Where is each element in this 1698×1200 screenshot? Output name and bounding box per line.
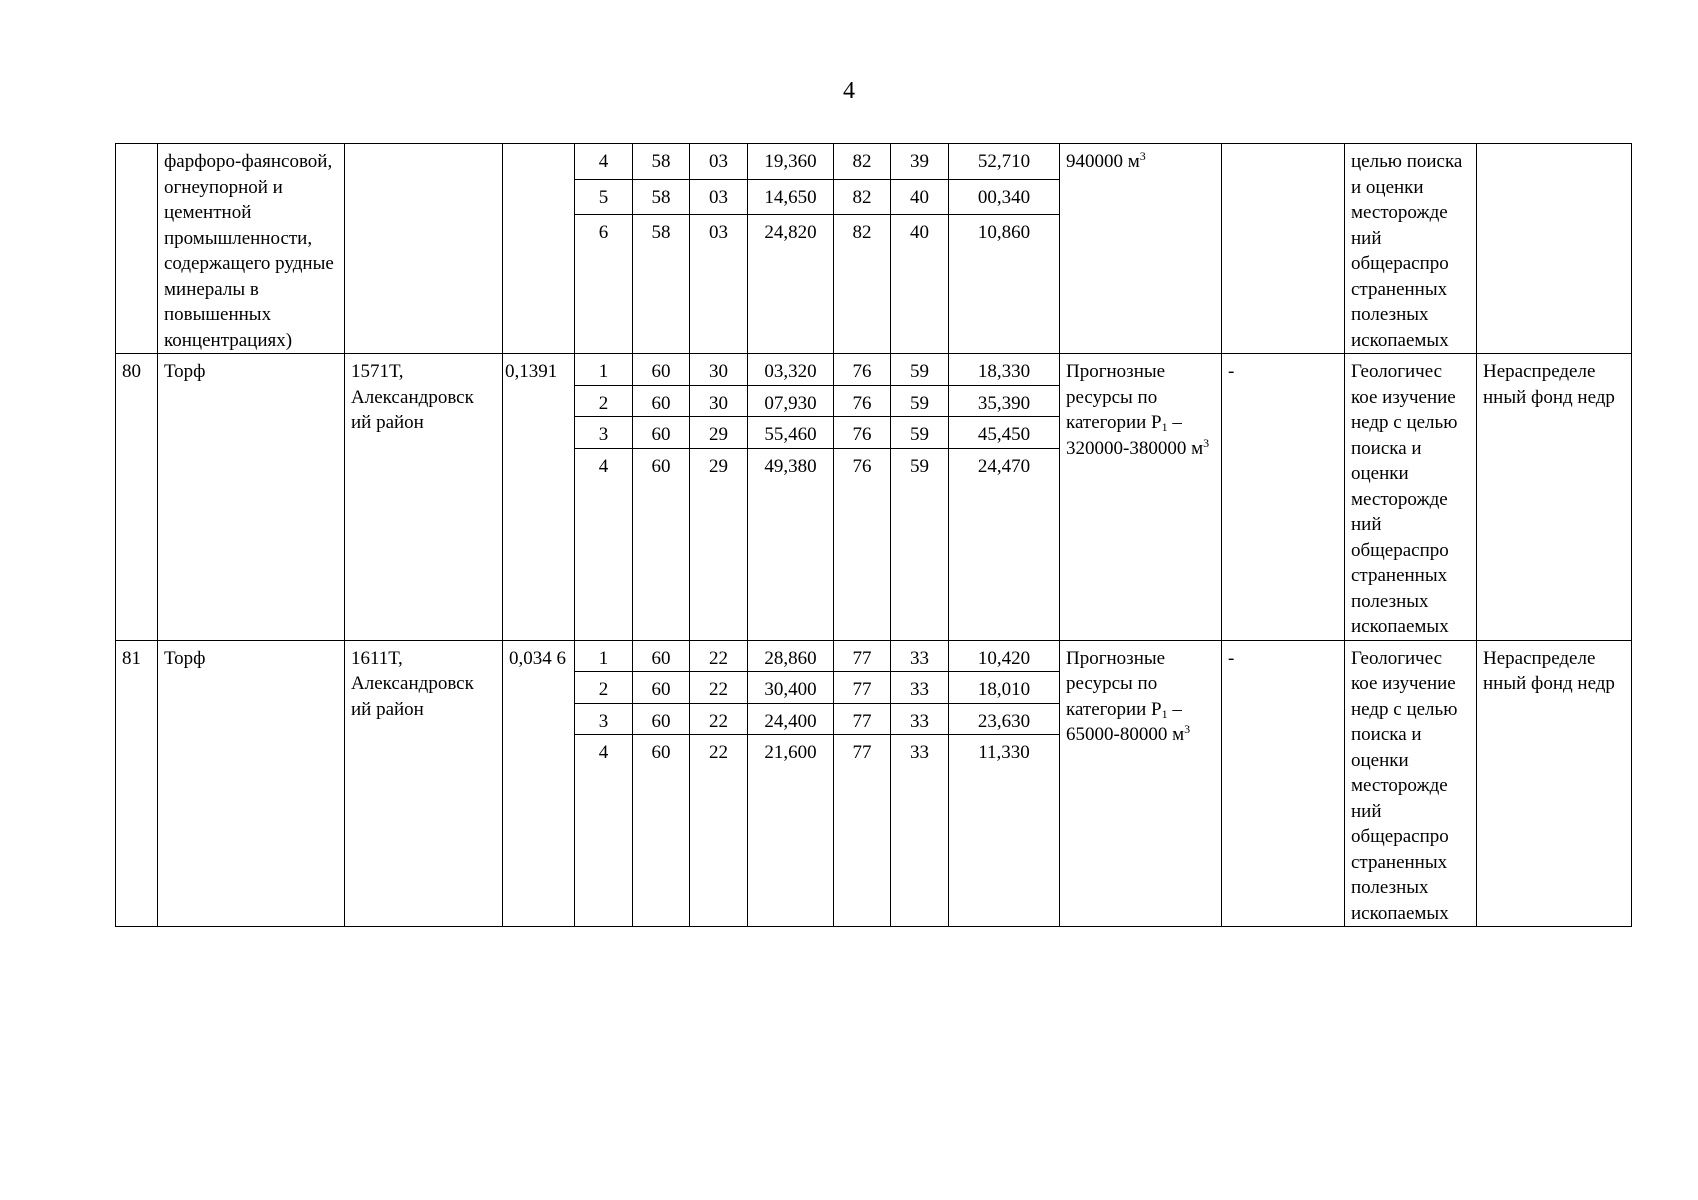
lon-minutes: 59 xyxy=(891,385,949,417)
area-value: 0,1391 xyxy=(503,354,575,641)
table-row xyxy=(116,640,1632,927)
lat-minutes: 03 xyxy=(690,179,748,215)
lon-degrees: 77 xyxy=(834,703,891,735)
lon-minutes: 40 xyxy=(891,179,949,215)
lat-minutes: 22 xyxy=(690,703,748,735)
lat-seconds: 14,650 xyxy=(748,179,834,215)
lon-degrees: 77 xyxy=(834,672,891,704)
row-number: 80 xyxy=(116,354,158,641)
lat-minutes: 22 xyxy=(690,735,748,927)
resources-text: Прогнозные ресурсы по категории Р xyxy=(1066,647,1166,720)
lat-seconds: 24,400 xyxy=(748,703,834,735)
purpose-cell: Геологичес кое изучение недр с целью поиска и оценки месторожде ний общераспро страненных полезных ископаемых xyxy=(1345,354,1477,641)
extra-cell: - xyxy=(1222,640,1345,927)
point-number: 4 xyxy=(575,448,633,640)
lon-minutes: 40 xyxy=(891,215,949,354)
lon-seconds: 24,470 xyxy=(949,448,1060,640)
lon-degrees: 82 xyxy=(834,179,891,215)
site-name xyxy=(345,144,503,354)
fund-cell: Нераспределе нный фонд недр xyxy=(1477,640,1632,927)
lon-degrees: 82 xyxy=(834,215,891,354)
purpose-cell: Геологичес кое изучение недр с целью поиска и оценки месторожде ний общераспро страненных полезных ископаемых xyxy=(1345,640,1477,927)
resources-tail: – 320000-380000 м xyxy=(1066,412,1204,459)
lon-minutes: 33 xyxy=(891,672,949,704)
lat-seconds: 28,860 xyxy=(748,640,834,672)
lat-seconds: 55,460 xyxy=(748,417,834,449)
lat-seconds: 49,380 xyxy=(748,448,834,640)
site-name: 1571Т, Александровск ий район xyxy=(345,354,503,641)
lat-minutes: 30 xyxy=(690,385,748,417)
lon-degrees: 76 xyxy=(834,417,891,449)
table-row xyxy=(116,354,1632,641)
mineral-name: фарфоро-фаянсовой, огнеупорной и цементной промышленности, содержащего рудные минералы в повышенных концентрациях) xyxy=(158,144,345,354)
resources-subscript: 1 xyxy=(1161,706,1168,721)
lat-seconds: 30,400 xyxy=(748,672,834,704)
lon-minutes: 33 xyxy=(891,703,949,735)
row-number xyxy=(116,144,158,354)
point-number: 5 xyxy=(575,179,633,215)
point-number: 2 xyxy=(575,385,633,417)
lat-degrees: 60 xyxy=(633,703,690,735)
lon-minutes: 59 xyxy=(891,354,949,386)
purpose-cell: целью поиска и оценки месторожде ний общераспро страненных полезных ископаемых xyxy=(1345,144,1477,354)
lat-minutes: 30 xyxy=(690,354,748,386)
lat-degrees: 58 xyxy=(633,215,690,354)
lat-seconds: 24,820 xyxy=(748,215,834,354)
resources-superscript: 3 xyxy=(1203,435,1210,450)
lon-seconds: 18,330 xyxy=(949,354,1060,386)
lon-degrees: 76 xyxy=(834,385,891,417)
resources-tail: – 65000-80000 м xyxy=(1066,698,1185,745)
lat-degrees: 60 xyxy=(633,417,690,449)
lat-seconds: 03,320 xyxy=(748,354,834,386)
lat-degrees: 60 xyxy=(633,672,690,704)
page-number: 4 xyxy=(843,78,855,104)
lat-degrees: 60 xyxy=(633,735,690,927)
lon-seconds: 23,630 xyxy=(949,703,1060,735)
lat-degrees: 60 xyxy=(633,448,690,640)
lon-degrees: 82 xyxy=(834,144,891,180)
lon-seconds: 18,010 xyxy=(949,672,1060,704)
lon-minutes: 59 xyxy=(891,417,949,449)
lat-degrees: 60 xyxy=(633,354,690,386)
point-number: 2 xyxy=(575,672,633,704)
lon-minutes: 39 xyxy=(891,144,949,180)
lat-minutes: 22 xyxy=(690,672,748,704)
lon-degrees: 76 xyxy=(834,354,891,386)
lat-seconds: 19,360 xyxy=(748,144,834,180)
lon-seconds: 52,710 xyxy=(949,144,1060,180)
table-row xyxy=(116,144,1632,354)
lon-degrees: 76 xyxy=(834,448,891,640)
lon-degrees: 77 xyxy=(834,640,891,672)
lon-seconds: 00,340 xyxy=(949,179,1060,215)
area-value: 0,034 6 xyxy=(503,640,575,927)
mineral-name: Торф xyxy=(158,354,345,641)
lat-minutes: 03 xyxy=(690,144,748,180)
extra-cell xyxy=(1222,144,1345,354)
resources-superscript: 3 xyxy=(1139,149,1146,163)
extra-cell: - xyxy=(1222,354,1345,641)
point-number: 3 xyxy=(575,417,633,449)
lat-minutes: 29 xyxy=(690,417,748,449)
point-number: 1 xyxy=(575,640,633,672)
point-number: 3 xyxy=(575,703,633,735)
fund-cell xyxy=(1477,144,1632,354)
lon-seconds: 11,330 xyxy=(949,735,1060,927)
lon-seconds: 10,860 xyxy=(949,215,1060,354)
resources-text: 940000 м xyxy=(1066,151,1140,172)
lon-minutes: 33 xyxy=(891,640,949,672)
lat-degrees: 60 xyxy=(633,385,690,417)
lat-degrees: 58 xyxy=(633,144,690,180)
lat-minutes: 22 xyxy=(690,640,748,672)
point-number: 1 xyxy=(575,354,633,386)
row-number: 81 xyxy=(116,640,158,927)
mineral-name: Торф xyxy=(158,640,345,927)
lat-seconds: 21,600 xyxy=(748,735,834,927)
lat-minutes: 29 xyxy=(690,448,748,640)
lon-degrees: 77 xyxy=(834,735,891,927)
fund-cell: Нераспределе нный фонд недр xyxy=(1477,354,1632,641)
site-name: 1611Т, Александровск ий район xyxy=(345,640,503,927)
lon-seconds: 35,390 xyxy=(949,385,1060,417)
point-number: 4 xyxy=(575,735,633,927)
resources-text: Прогнозные ресурсы по категории Р xyxy=(1066,361,1166,433)
resources-cell xyxy=(1060,144,1222,354)
lat-degrees: 58 xyxy=(633,179,690,215)
resources-superscript: 3 xyxy=(1184,722,1191,736)
resources-cell xyxy=(1060,640,1222,927)
area-value xyxy=(503,144,575,354)
resources-cell xyxy=(1060,354,1222,641)
lat-seconds: 07,930 xyxy=(748,385,834,417)
lat-minutes: 03 xyxy=(690,215,748,354)
lon-seconds: 45,450 xyxy=(949,417,1060,449)
lon-minutes: 33 xyxy=(891,735,949,927)
registry-table xyxy=(115,143,1632,927)
lat-degrees: 60 xyxy=(633,640,690,672)
lon-minutes: 59 xyxy=(891,448,949,640)
lon-seconds: 10,420 xyxy=(949,640,1060,672)
resources-subscript: 1 xyxy=(1161,420,1168,434)
point-number: 4 xyxy=(575,144,633,180)
point-number: 6 xyxy=(575,215,633,354)
